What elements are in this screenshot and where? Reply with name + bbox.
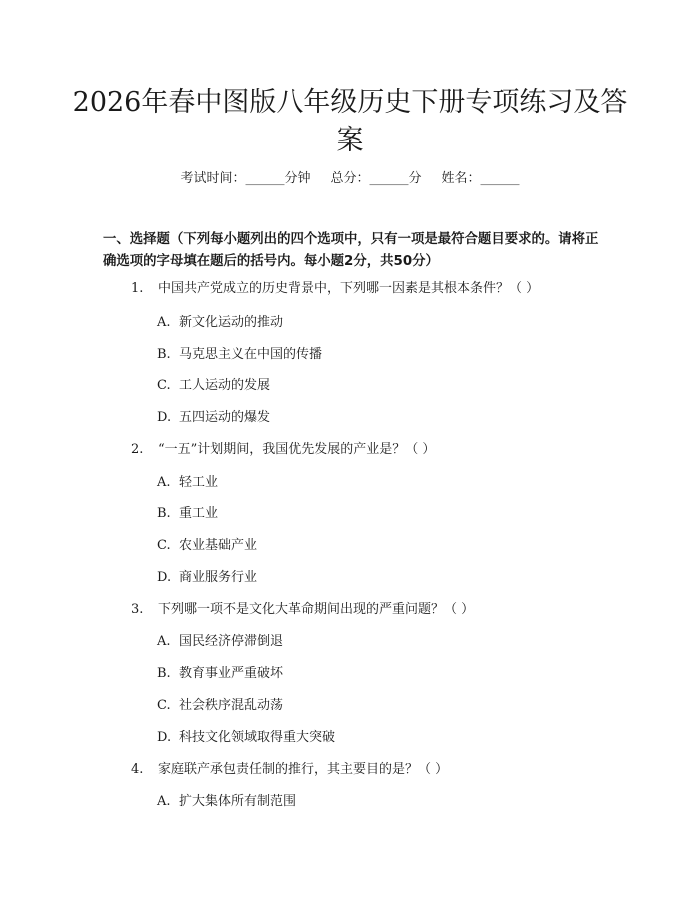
question-3	[131, 601, 474, 619]
option-text: 科技文化领域取得重大突破	[179, 730, 336, 745]
page-title: 2026年春中图版八年级历史下册专项练习及答案	[72, 87, 628, 156]
question-number: 4.	[131, 762, 144, 777]
question-2-option-a	[157, 474, 218, 492]
section-heading: 一、选择题（下列每小题列出的四个选项中，只有一项是最符合题目要求的。请将正确选项的字母填在题后的括号内。每小题2分，共50分）	[103, 232, 599, 269]
question-text: 家庭联产承包责任制的推行，其主要目的是？（ ）	[158, 762, 449, 777]
question-2-option-c	[157, 537, 257, 555]
question-1-option-d	[157, 409, 270, 427]
question-3-option-d	[157, 729, 335, 747]
question-4-option-a	[157, 793, 296, 811]
question-number: 2.	[131, 442, 144, 457]
question-1	[131, 280, 539, 298]
question-number: 3.	[131, 602, 144, 617]
question-text: “一五”计划期间，我国优先发展的产业是？（ ）	[158, 442, 436, 457]
option-letter: D.	[157, 730, 172, 745]
option-letter: A.	[157, 634, 171, 649]
question-2-option-b	[157, 505, 218, 523]
question-3-option-c	[157, 697, 283, 715]
option-text: 农业基础产业	[179, 538, 258, 553]
option-text: 国民经济停滞倒退	[179, 634, 284, 649]
option-letter: A.	[157, 794, 171, 809]
option-text: 五四运动的爆发	[179, 410, 271, 425]
total-score-field: 总分：______分	[330, 171, 422, 186]
option-letter: A.	[157, 315, 171, 330]
option-letter: B.	[157, 666, 171, 681]
question-3-option-b	[157, 665, 283, 683]
question-2	[131, 441, 435, 459]
option-letter: C.	[157, 538, 171, 553]
question-2-option-d	[157, 569, 257, 587]
student-name-field: 姓名：______	[441, 171, 520, 186]
exam-time-field: 考试时间：______分钟	[180, 171, 311, 186]
question-number: 1.	[131, 281, 144, 296]
option-letter: B.	[157, 347, 171, 362]
option-text: 重工业	[179, 506, 219, 521]
option-letter: C.	[157, 378, 171, 393]
question-text: 中国共产党成立的历史背景中，下列哪一因素是其根本条件？（ ）	[158, 281, 540, 296]
question-text: 下列哪一项不是文化大革命期间出现的严重问题？（ ）	[158, 602, 475, 617]
option-text: 工人运动的发展	[179, 378, 271, 393]
question-4	[131, 761, 448, 779]
option-letter: C.	[157, 698, 171, 713]
option-letter: D.	[157, 410, 172, 425]
exam-meta	[0, 170, 700, 188]
option-text: 马克思主义在中国的传播	[179, 347, 323, 362]
option-text: 轻工业	[179, 475, 219, 490]
question-1-option-a	[157, 314, 283, 332]
question-1-option-c	[157, 377, 270, 395]
option-letter: A.	[157, 475, 171, 490]
option-text: 商业服务行业	[179, 570, 258, 585]
option-text: 教育事业严重破坏	[179, 666, 284, 681]
question-3-option-a	[157, 633, 283, 651]
option-letter: D.	[157, 570, 172, 585]
option-letter: B.	[157, 506, 171, 521]
option-text: 新文化运动的推动	[179, 315, 284, 330]
option-text: 社会秩序混乱动荡	[179, 698, 284, 713]
question-1-option-b	[157, 346, 322, 364]
option-text: 扩大集体所有制范围	[179, 794, 297, 809]
